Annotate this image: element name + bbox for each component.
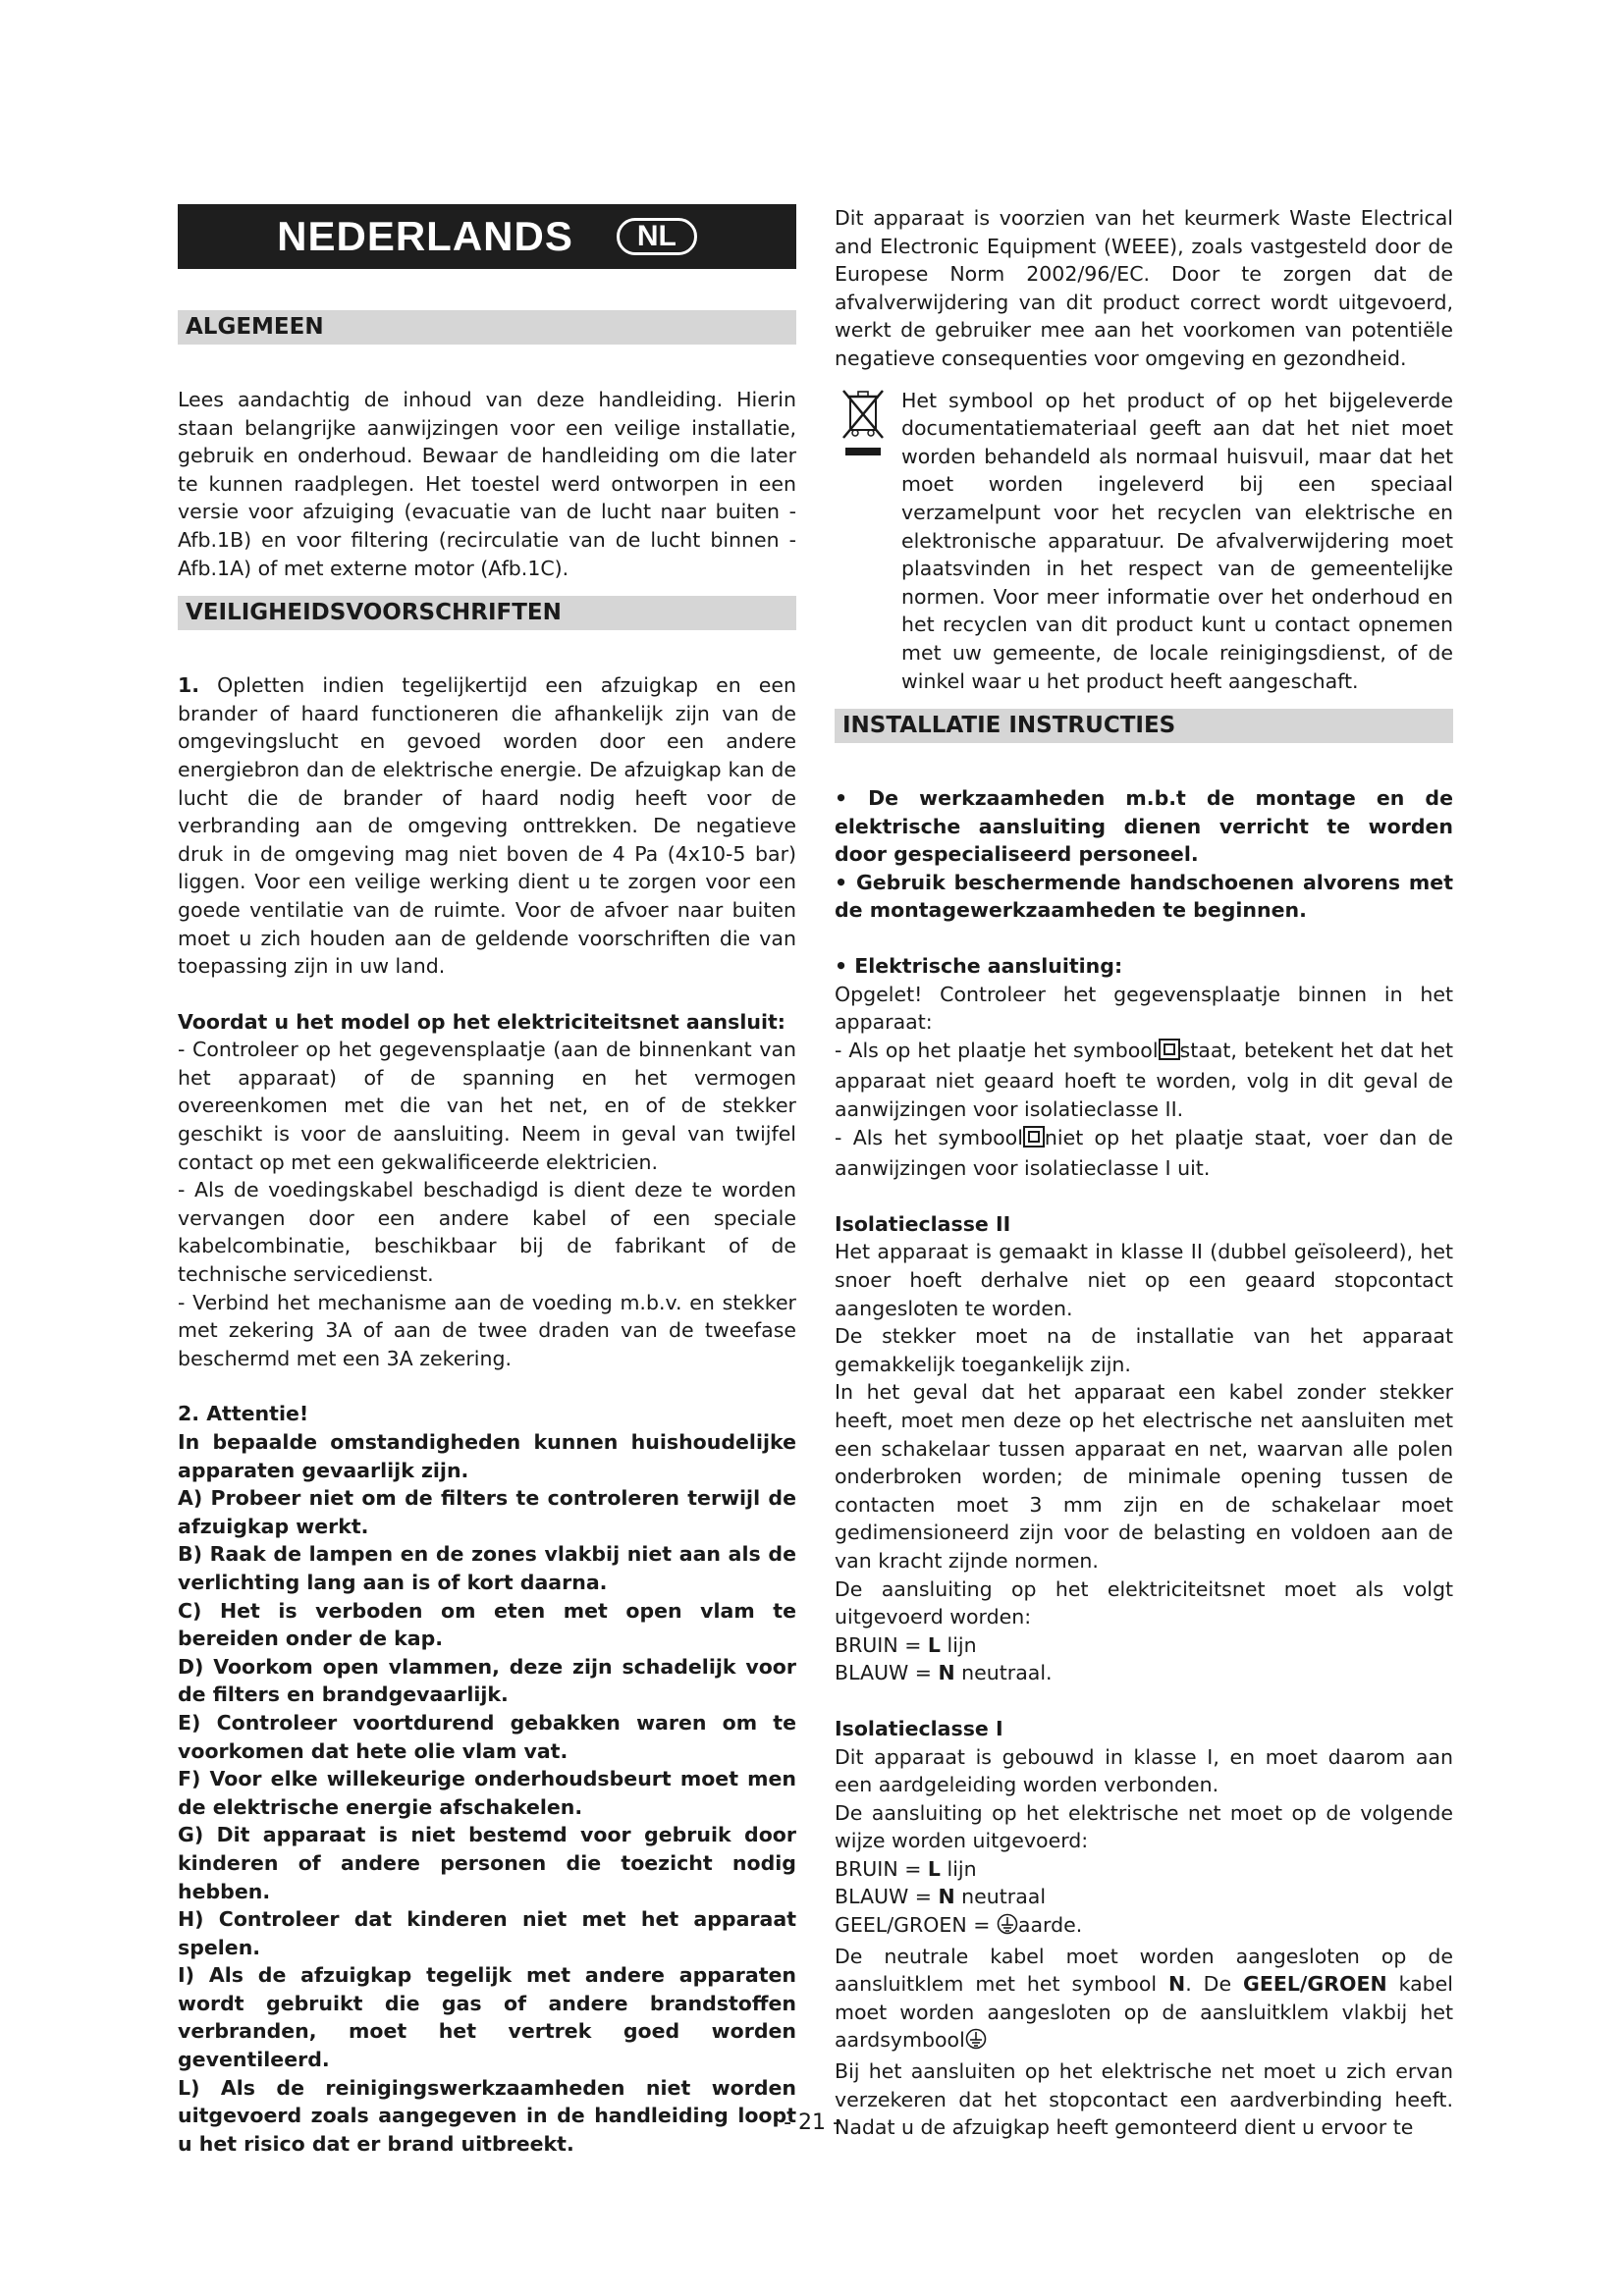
isolatieclasse-2-heading: Isolatieclasse II: [835, 1211, 1011, 1236]
double-insulation-icon: [1159, 1039, 1180, 1068]
wire-word: lijn: [940, 1632, 977, 1657]
neutral-symbol: N: [1168, 1972, 1186, 1997]
earth-icon: [997, 1913, 1018, 1943]
neutral-text-a: De neutrale kabel moet worden aangesloten op de aansluitklem met het symbool: [835, 1944, 1453, 1997]
warning-item: I) Als de afzuigkap tegelijk met andere apparaten wordt gebruikt die gas of andere brandstoffen verbranden, moet het vertrek goed worden geventileerd.: [178, 1963, 796, 2072]
elek-2-start: - Als het symbool: [835, 1125, 1023, 1149]
voordat-paragraph-1: - Controleer op het gegevensplaatje (aan de binnenkant van het apparaat) of de spanning en het vermogen overeenkomen met die van het net, en of de stekker geschikt is voor de aansluiting. Neem in geval van twijfel contact op met een gekwalificeerde elektricien.: [178, 1038, 796, 1174]
warning-item: G) Dit apparaat is niet bestemd voor gebruik door kinderen of andere personen die toezicht nodig hebben.: [178, 1823, 796, 1903]
voordat-paragraph-3: - Verbind het mechanisme aan de voeding m.b.v. en stekker met zekering 3A of aan de twee draden van de tweefase beschermd met een 3A zekering.: [178, 1290, 796, 1370]
item-1-number: 1.: [178, 673, 200, 698]
warning-item: F) Voor elke willekeurige onderhoudsbeurt moet men de elektrische energie afschakelen.: [178, 1767, 796, 1819]
iso2-paragraph-4: De aansluiting op het elektriciteitsnet moet als volgt uitgevoerd worden:: [835, 1576, 1453, 1629]
warning-item: D) Voorkom open vlammen, deze zijn schadelijk voor de filters en brandgevaarlijk.: [178, 1654, 796, 1707]
wire-label: BRUIN =: [835, 1632, 928, 1657]
language-banner: [178, 204, 796, 269]
iso1-paragraph-1: Dit apparaat is gebouwd in klasse I, en moet daarom aan een aardgeleiding worden verbonden.: [835, 1744, 1453, 1797]
wire-word: neutraal.: [954, 1661, 1053, 1685]
neutral-cable-paragraph: [835, 1943, 1453, 2057]
wire-code: L: [927, 1856, 941, 1881]
symbol-text: Het symbool op het product of op het bijgeleverde documentatiemateriaal geeft aan dat het niet moet worden behandeld als normaal huisvuil, maar dat het moet worden ingeleverd bij een speciaal verzamelpunt voor het recyclen van elektrische en elektronische apparatuur. De afvalverwijdering moet plaatsvinden in het respect van de gemeentelijke normen. Voor meer informatie over het onderhoud en het recyclen van dit product kunt u contact opnemen met uw gemeente, de locale reinigingsdienst, of de winkel waar u het product heeft aangeschaft.: [901, 388, 1453, 693]
item-1-paragraph: [178, 671, 796, 981]
neutral-text-c: kabel moet worden aangesloten op de aansluitklem vlakbij het aardsymbool: [835, 1972, 1453, 2053]
banner-title: NEDERLANDS: [277, 212, 573, 259]
wire-blauw-2: [835, 1883, 1453, 1911]
algemeen-text: Lees aandachtig de inhoud van deze handleiding. Hierin staan belangrijke aanwijzingen voor een veilige installatie, gebruik en onderhoud. Bewaar de handleiding om die later te kunnen raadplegen. Het toestel werd ontworpen in een versie voor afzuiging (evacuatie van de lucht naar buiten - Afb.1B) en voor filtering (recirculatie van de lucht binnen - Afb.1A) of met externe motor (Afb.1C).: [178, 388, 796, 580]
wire-label: GEEL/GROEN =: [835, 1913, 997, 1938]
wire-label: BLAUW =: [835, 1661, 939, 1685]
right-column: [835, 204, 1453, 2142]
wire-code: L: [927, 1632, 941, 1657]
install-bullet-2: • Gebruik beschermende handschoenen alvorens met de montagewerkzaamheden te beginnen.: [835, 870, 1453, 923]
warning-item: E) Controleer voortdurend gebakken waren om te voorkomen dat hete olie vlam vat.: [178, 1710, 796, 1763]
geel-groen-label: GEEL/GROEN: [1243, 1972, 1387, 1997]
section-heading-veiligheid: VEILIGHEIDSVOORSCHRIFTEN: [178, 596, 796, 630]
wire-bruin: [835, 1631, 1453, 1660]
iso2-paragraph-1: Het apparaat is gemaakt in klasse II (dubbel geïsoleerd), het snoer hoeft derhalve niet op een geaard stopcontact aangesloten te worden.: [835, 1240, 1453, 1320]
elektrische-line-2: [835, 1124, 1453, 1183]
wire-bruin-2: [835, 1855, 1453, 1884]
wire-blauw: [835, 1659, 1453, 1687]
weee-block: [835, 387, 1453, 696]
language-badge: NL: [617, 218, 697, 256]
iso1-paragraph-2: De aansluiting op het elektrische net moet op de volgende wijze worden uitgevoerd:: [835, 1800, 1453, 1853]
page-number: - 21 -: [784, 2110, 840, 2135]
wire-geel-groen: [835, 1911, 1453, 1943]
wire-code: N: [938, 1661, 955, 1685]
elek-2-end: niet op het plaatje staat, voer dan de aanwijzingen voor isolatieclasse I uit.: [835, 1125, 1453, 1181]
section-heading-algemeen: ALGEMEEN: [178, 310, 796, 345]
elektrische-heading: • Elektrische aansluiting:: [835, 954, 1123, 979]
weee-text: Dit apparaat is voorzien van het keurmerk Waste Electrical and Electronic Equipment (WEEE), zoals vastgesteld door de Europese Norm 2002/96/EC. Door te zorgen dat de afvalverwijdering van dit product correct wordt uitgevoerd, werkt de gebruiker mee aan het voorkomen van potentiële negatieve consequenties voor omgeving en gezondheid.: [835, 206, 1453, 370]
final-paragraph: Bij het aansluiten op het elektrische net moet u zich ervan verzekeren dat het stopcontact een aardverbinding heeft. Nadat u de afzuigkap heeft gemonteerd dient u ervoor te: [835, 2059, 1453, 2140]
isolatieclasse-1-heading: Isolatieclasse I: [835, 1716, 1003, 1740]
item-1-text: Opletten indien tegelijkertijd een afzuigkap en een brander of haard functioneren die afhankelijk zijn van de omgevingslucht en gevoed worden door een andere energiebron dan de elektrische energie. De afzuigkap kan de lucht die de brander of haard nodig heeft voor de verbranding aan de omgeving onttrekken. De negatieve druk in de omgeving mag niet boven de 4 Pa (4x10-5 bar) liggen. Voor een veilige werking dient u te zorgen voor een goede ventilatie van de ruimte. Voor de afvoer naar buiten moet u zich houden aan de geldende voorschriften die van toepassing zijn in uw land.: [178, 673, 796, 979]
warning-item: L) Als de reinigingswerkzaamheden niet worden uitgevoerd zoals aangegeven in de handleiding loopt u het risico dat er brand uitbreekt.: [178, 2075, 796, 2156]
iso2-paragraph-2: De stekker moet na de installatie van het apparaat gemakkelijk toegankelijk zijn.: [835, 1324, 1453, 1376]
warning-item: C) Het is verboden om eten met open vlam te bereiden onder de kap.: [178, 1598, 796, 1651]
elek-1-start: - Als op het plaatje het symbool: [835, 1038, 1159, 1062]
elektrische-line-1: [835, 1037, 1453, 1124]
crossed-bin-icon: [835, 387, 892, 471]
elektrische-intro: Opgelet! Controleer het gegevensplaatje binnen in het apparaat:: [835, 982, 1453, 1035]
left-column: [178, 204, 796, 2158]
earth-icon: [965, 2028, 987, 2057]
install-bullet-1: • De werkzaamheden m.b.t de montage en de elektrische aansluiting dienen verricht te worden door gespecialiseerd personeel.: [835, 786, 1453, 867]
neutral-text-b: . De: [1185, 1972, 1244, 1997]
wire-word: aarde.: [1017, 1913, 1083, 1938]
wire-word: neutraal: [954, 1885, 1047, 1909]
warning-item: A) Probeer niet om de filters te controleren terwijl de afzuigkap werkt.: [178, 1486, 796, 1538]
voordat-heading: Voordat u het model op het elektriciteitsnet aansluit:: [178, 1009, 786, 1034]
elek-1-end: staat, betekent het dat het apparaat niet geaard hoeft te worden, volg in dit geval de aanwijzingen voor isolatieclasse II.: [835, 1038, 1453, 1122]
attentie-intro: In bepaalde omstandigheden kunnen huishoudelijke apparaten gevaarlijk zijn.: [178, 1430, 796, 1482]
wire-label: BLAUW =: [835, 1885, 939, 1909]
warning-item: B) Raak de lampen en de zones vlakbij niet aan als de verlichting lang aan is of kort daarna.: [178, 1542, 796, 1594]
warning-item: H) Controleer dat kinderen niet met het apparaat spelen.: [178, 1907, 796, 1959]
wire-word: lijn: [940, 1856, 977, 1881]
voordat-paragraph-2: - Als de voedingskabel beschadigd is dient deze te worden vervangen door een andere kabel of een speciale kabelcombinatie, beschikbaar bij de fabrikant of de technische servicedienst.: [178, 1178, 796, 1287]
section-heading-installatie: INSTALLATIE INSTRUCTIES: [835, 709, 1453, 743]
wire-code: N: [938, 1885, 955, 1909]
attentie-heading: 2. Attentie!: [178, 1402, 309, 1426]
iso2-paragraph-3: In het geval dat het apparaat een kabel zonder stekker heeft, moet men deze op het electrische net aansluiten met een schakelaar tussen apparaat en net, waarvan alle polen onderbroken worden; de minimale opening tussen de contacten moet 3 mm zijn en de schakelaar moet gedimensioneerd zijn voor de belasting en voldoen aan de van kracht zijnde normen.: [835, 1380, 1453, 1573]
double-insulation-icon: [1023, 1126, 1045, 1155]
wire-label: BRUIN =: [835, 1856, 928, 1881]
